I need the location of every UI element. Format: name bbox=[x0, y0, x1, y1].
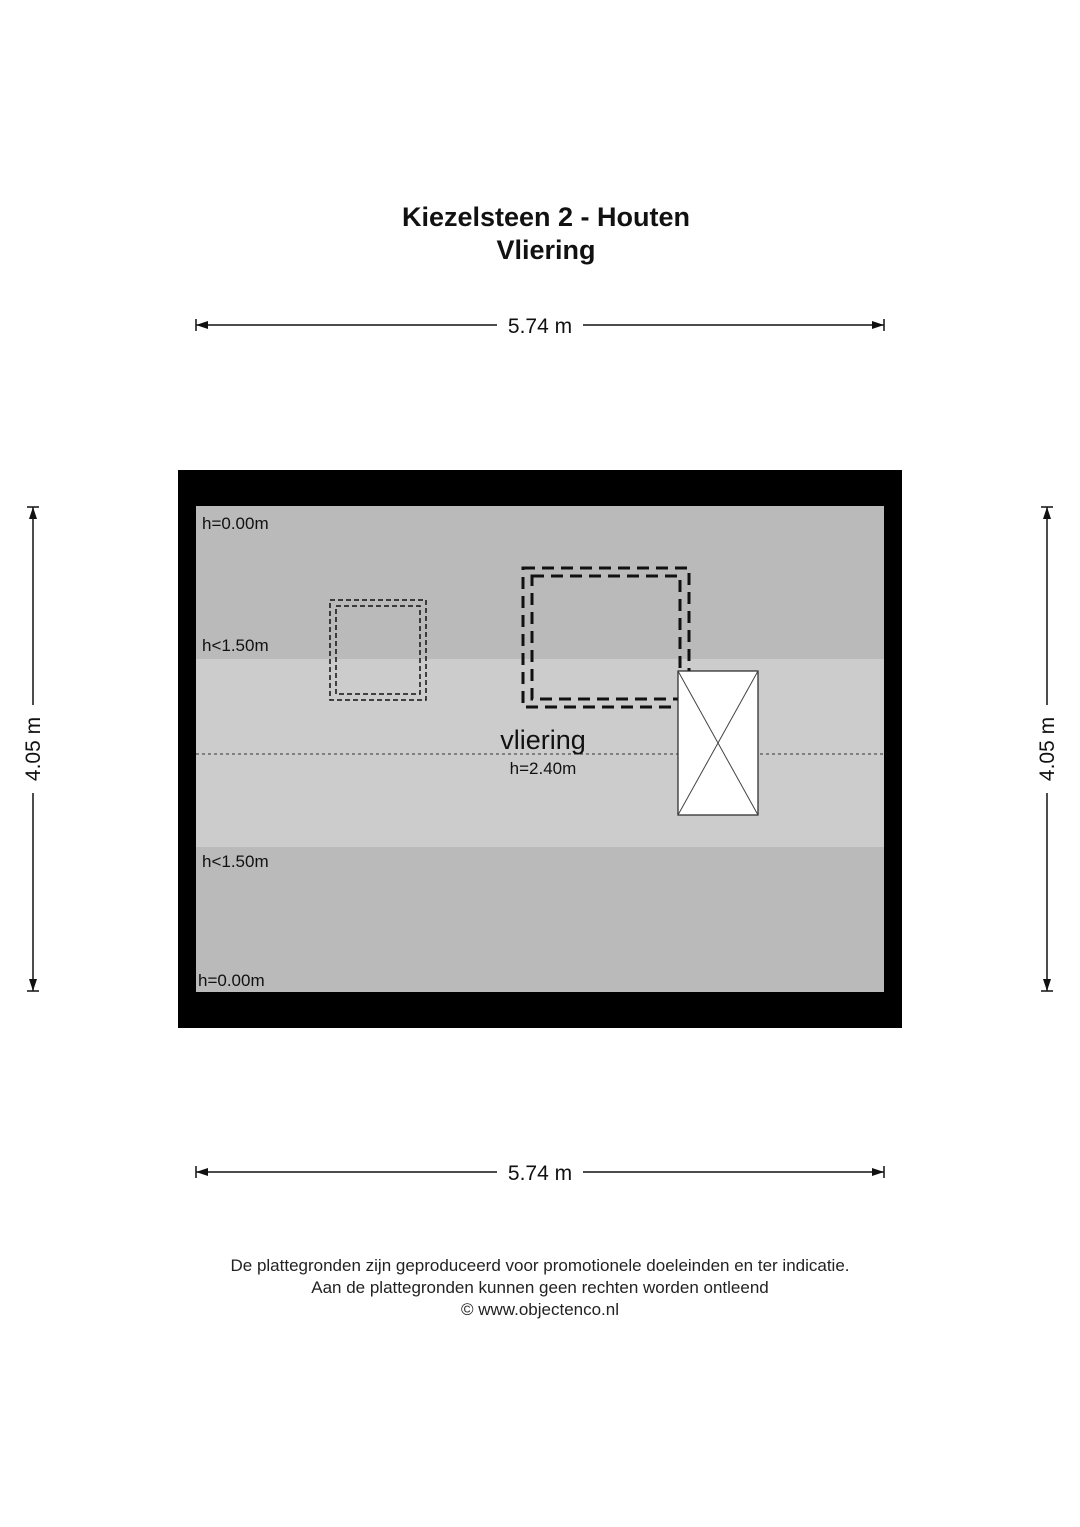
room-name: vliering bbox=[500, 725, 586, 755]
dimension-width-bottom: 5.74 m bbox=[507, 1162, 573, 1185]
dimension-width-top: 5.74 m bbox=[507, 315, 573, 338]
dimension-top bbox=[196, 315, 884, 338]
height-label-bottom-limit: h<1.50m bbox=[202, 852, 269, 871]
plan-title-address: Kiezelsteen 2 - Houten bbox=[401, 202, 691, 232]
height-label-bottom-edge: h=0.00m bbox=[198, 971, 265, 990]
dimension-right bbox=[1036, 507, 1059, 991]
copyright-line: © www.objectenco.nl bbox=[460, 1300, 620, 1319]
low-height-zone-top bbox=[196, 506, 884, 659]
room-height: h=2.40m bbox=[509, 759, 577, 778]
dimension-depth-left: 4.05 m bbox=[22, 716, 45, 782]
attic-hatch bbox=[678, 671, 758, 815]
dimension-bottom bbox=[196, 1162, 884, 1185]
height-label-top-limit: h<1.50m bbox=[202, 636, 269, 655]
dimension-depth-right: 4.05 m bbox=[1036, 716, 1059, 782]
dimension-left bbox=[22, 507, 45, 991]
low-height-zone-bottom bbox=[196, 847, 884, 992]
disclaimer-line-1: De plattegronden zijn geproduceerd voor promotionele doeleinden en ter indicatie. bbox=[230, 1256, 850, 1275]
plan-title-floor: Vliering bbox=[496, 235, 596, 265]
disclaimer-line-2: Aan de plattegronden kunnen geen rechten worden ontleend bbox=[311, 1278, 769, 1297]
height-label-top-edge: h=0.00m bbox=[202, 514, 269, 533]
